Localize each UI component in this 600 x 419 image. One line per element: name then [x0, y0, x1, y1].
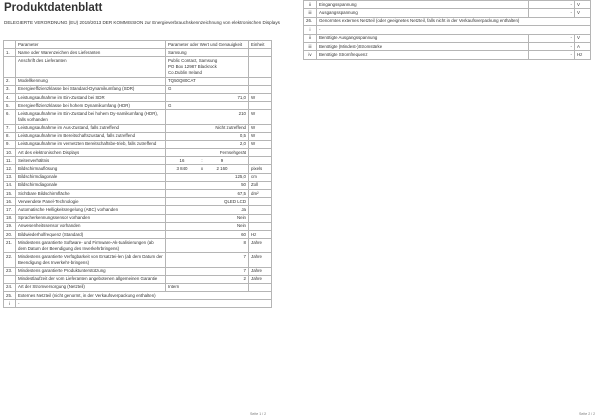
table-row: 1. Name oder Warenzeichen des Lieferanten Samsung: [4, 49, 272, 57]
header-parameter: Parameter: [16, 41, 166, 49]
table-row: 3. Energieeffizienzklasse bei Standard-Dynamikumfang (SDR) G: [4, 85, 272, 93]
product-data-table-continued: [303, 0, 591, 60]
product-data-table: [3, 40, 272, 308]
table-row: 10. Art des elektronischen Displays Fernsehgerät: [4, 149, 272, 157]
table-row: Anschrift des Lieferanten Public Contact, Samsung PO Box 12987 Blackrock Co.Dublin Ireland: [4, 57, 272, 77]
table-row: iii Ausgangsspannung - V: [304, 9, 591, 17]
table-row: 4. Leistungsaufnahme im Ein-Zustand bei SDR 71,0 W: [4, 93, 272, 101]
table-row: 13. Bildschirmdiagonale 125,0 cm: [4, 173, 272, 181]
table-row: ii Benötigte Ausgangsspannung - V: [304, 34, 591, 42]
regulation-subtitle: DELEGIERTE VERORDNUNG (EU) 2019/2013 DER KOMMISSION zur Energieverbrauchskennzeichnung von elektronischen Displays: [4, 20, 280, 25]
table-row: i -: [304, 26, 591, 34]
page-2: [300, 0, 600, 419]
table-row: 22. Mindestens garantierte Verfügbarkeit von Ersatztei-len (ab dem Datum der Beendigung des Inverkehr-bringens) 7 Jahre: [4, 253, 272, 267]
table-row: 5. Energieeffizienzklasse bei hohem Dynamikumfang (HDR) G: [4, 102, 272, 110]
table-row: iv Benötigte Stromfrequenz - Hz: [304, 51, 591, 59]
table-row: 16. Verwendete Panel-Technologie QLED LCD: [4, 198, 272, 206]
table-row: ii Eingangsspannung - V: [304, 1, 591, 9]
table-row: 21. Mindestens garantierte Software- und Firmware-Ak-tualisierungen (ab dem Datum der Beendigung des Inverkehrbringens) 8 Jahre: [4, 239, 272, 253]
table-row: 9. Leistungsaufnahme im vernetzten Bereitschaftsbe-trieb, falls zutreffend 2,0 W: [4, 140, 272, 148]
table-header: [4, 41, 272, 49]
table-row: 14. Bildschirmdiagonale 50 Zoll: [4, 181, 272, 189]
table-row: 12. Bildschirmauflösung 3 840 x 2 160 pixels: [4, 165, 272, 173]
table-row: 7. Leistungsaufnahme im Aus-Zustand, falls zutreffend Nicht zutreffend W: [4, 124, 272, 132]
table-row: 20. Bildwiederholfrequenz (Standard) 60 Hz: [4, 230, 272, 238]
table-row: 8. Leistungsaufnahme im Bereitschaftszustand, falls zutreffend 0,5 W: [4, 132, 272, 140]
table-row: 24. Art der Stromversorgung (Netzteil) Intern: [4, 283, 272, 291]
header-value: Parameter oder Wert und Genauigkeit: [166, 41, 249, 49]
table-row: iii Benötigte (Mindest-)Stromstärke - A: [304, 42, 591, 50]
table-row: 25. Externes Netzteil (nicht genormt, in der Verkaufsverpackung enthalten): [4, 292, 272, 300]
table-row: 6. Leistungsaufnahme im Ein-Zustand bei hohem Dy-namikumfang (HDR), falls vorhanden 210 W: [4, 110, 272, 124]
header-unit: Einheit: [249, 41, 272, 49]
table-row: 26. Genormtes externes Netzteil (oder geeignetes Netzteil, falls nicht in der Verkaufsverpackung enthalten): [304, 17, 591, 25]
table-row: 19. Anwesenheitssensor vorhanden Nein: [4, 222, 272, 230]
table-row: 17. Automatische Helligkeitsregelung (ABC) vorhanden Ja: [4, 206, 272, 214]
table-row: 23. Mindestens garantierte Produktunterstützung 7 Jahre: [4, 267, 272, 275]
table-row: 2. Modellkennung TQ50Q80CAT: [4, 77, 272, 85]
table-row: 18. Spracherkennungssensor vorhanden Nein: [4, 214, 272, 222]
page-footer: Seite 2 / 2: [579, 412, 596, 416]
table-row: 11. Seitenverhältnis 16 : 9: [4, 157, 272, 165]
table-row: i -: [4, 300, 272, 308]
page-footer: Seite 1 / 2: [250, 412, 267, 416]
table-row: 15. Sichtbare Bildschirmfläche 67,5 dm²: [4, 190, 272, 198]
table-row: Mindestlaufzeit der vom Lieferanten angebotenen allgemeinen Garantie 2 Jahre: [4, 275, 272, 283]
document-title: Produktdatenblatt: [4, 2, 103, 14]
